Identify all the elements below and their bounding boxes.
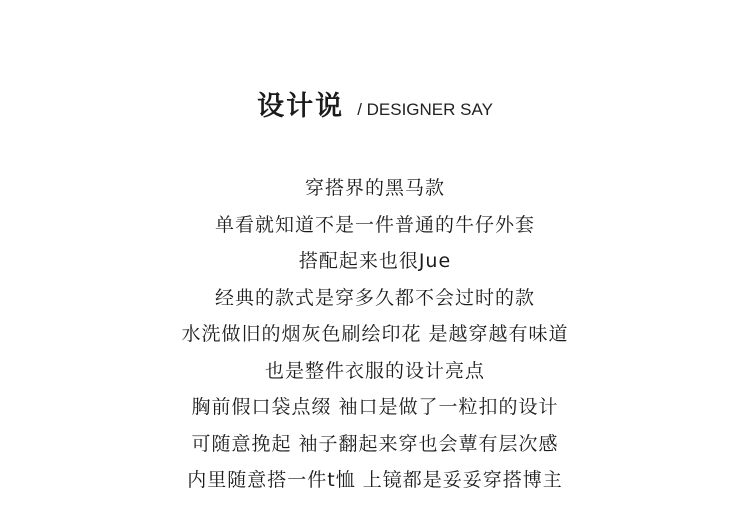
section-header	[0, 84, 750, 123]
section-subtitle: / DESIGNER SAY	[357, 100, 493, 119]
description-text-block	[0, 170, 750, 499]
description-line: 也是整件衣服的设计亮点	[264, 359, 485, 382]
description-line: 内里随意搭一件t恤 上镜都是妥妥穿搭博主	[187, 469, 563, 491]
description-line: 胸前假口袋点缀 袖口是做了一粒扣的设计	[191, 396, 559, 418]
description-line: 经典的款式是穿多久都不会过时的款	[214, 286, 535, 309]
description-line: 可随意挽起 袖子翻起来穿也会蕈有层次感	[191, 432, 559, 455]
section-title: 设计说	[257, 91, 345, 122]
description-line: 搭配起来也很Jue	[298, 250, 452, 272]
description-line: 单看就知道不是一件普通的牛仔外套	[214, 213, 535, 236]
description-line: 穿搭界的黑马款	[304, 177, 445, 199]
description-line: 水洗做旧的烟灰色刷绘印花 是越穿越有味道	[181, 323, 569, 345]
